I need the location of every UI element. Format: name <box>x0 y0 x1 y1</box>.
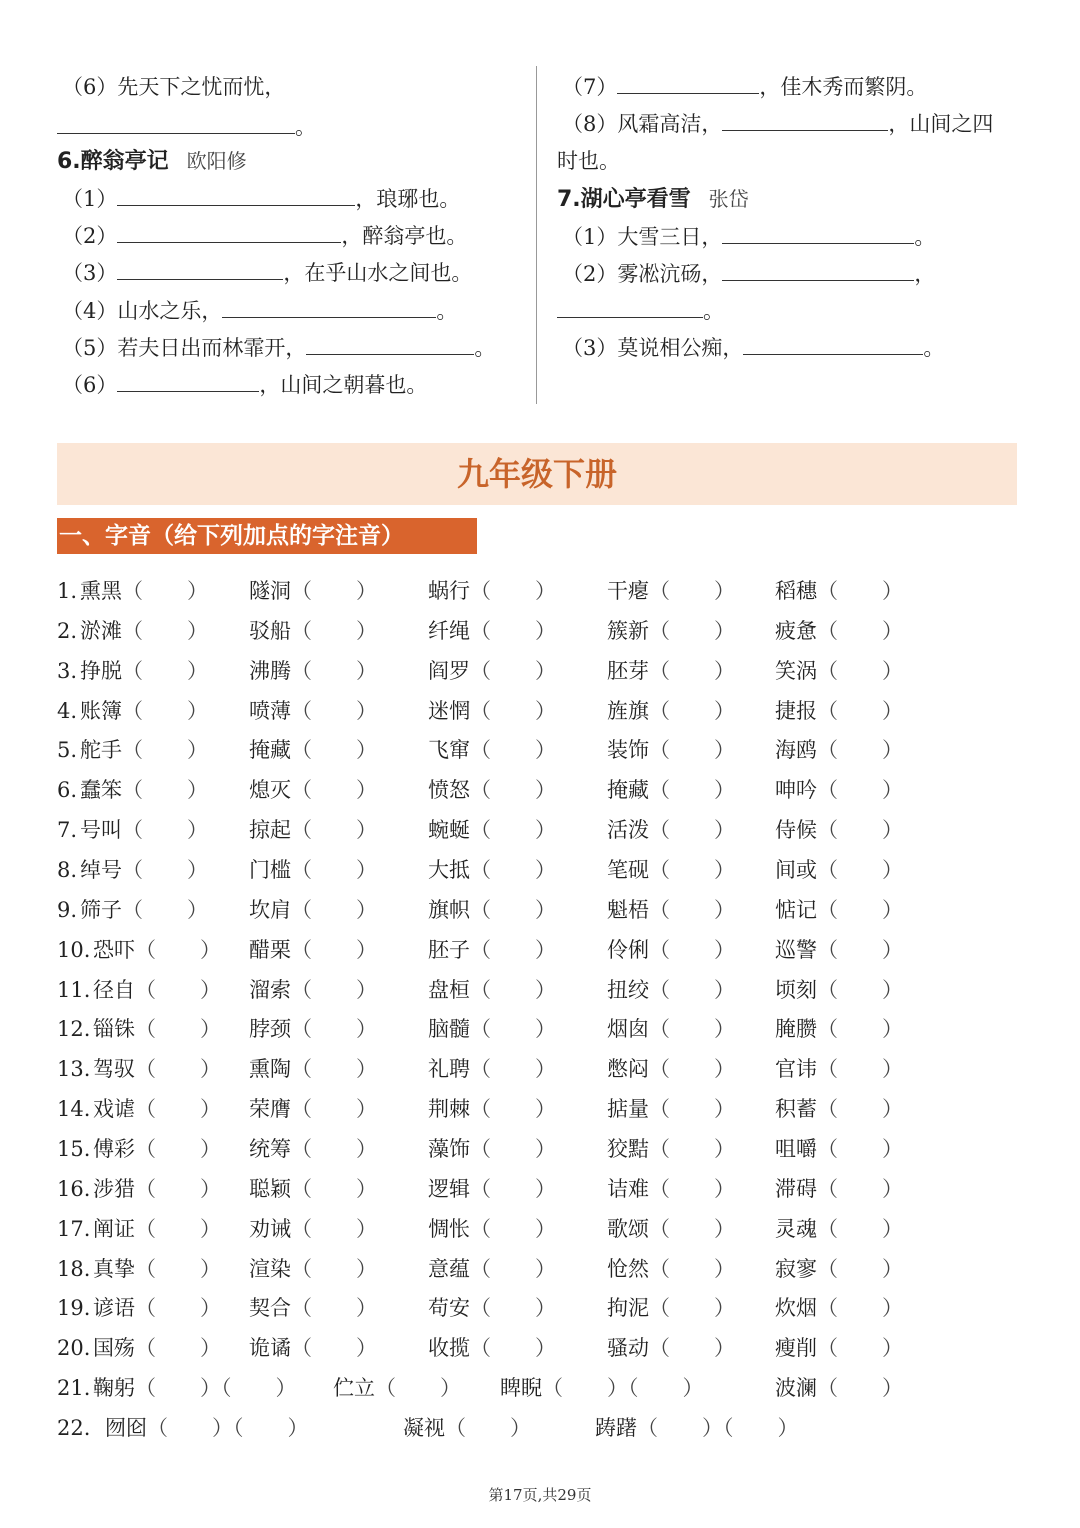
word-item: 憋闷（ ） <box>607 1057 735 1082</box>
section-label-pronunciation: 一、字音（给下列加点的字注音） <box>57 518 477 554</box>
word-item: 掂量（ ） <box>607 1097 735 1122</box>
row-number: 8. <box>57 858 78 882</box>
row-number: 13. <box>57 1057 91 1082</box>
row-number: 14. <box>57 1097 91 1122</box>
word-item: 谚语（ ） <box>93 1296 221 1321</box>
word-text: 契合 <box>249 1296 291 1321</box>
row-number: 12. <box>57 1017 91 1042</box>
s6-line-4: （4）山水之乐， 。 <box>62 299 458 323</box>
word-text: 驾驭 <box>93 1057 135 1082</box>
word-item: 掠起（ ） <box>249 818 377 843</box>
word-item: 捷报（ ） <box>775 698 903 723</box>
word-text: 烟囱 <box>607 1017 649 1042</box>
word-text: 巡警 <box>775 937 817 962</box>
s6-line-2: （2） ，醉翁亭也。 <box>62 224 468 248</box>
word-text: 熏陶 <box>249 1057 291 1082</box>
grade-banner <box>57 443 1017 505</box>
word-item: 装饰（ ） <box>607 738 735 763</box>
word-item: 呻吟（ ） <box>775 778 903 803</box>
word-item: 聪颖（ ） <box>249 1176 377 1201</box>
word-text: 骚动 <box>607 1336 649 1361</box>
word-item: 阐证（ ） <box>93 1216 221 1241</box>
word-item: 脑髓（ ） <box>428 1017 556 1042</box>
word-text: 礼聘 <box>428 1057 470 1082</box>
word-item: 纤绳（ ） <box>428 618 556 643</box>
word-text: 怆然 <box>607 1256 649 1281</box>
word-item: 笔砚（ ） <box>607 858 735 882</box>
word-item: 寂寥（ ） <box>775 1256 903 1281</box>
word-text: 意蕴 <box>428 1256 470 1281</box>
answer-blank[interactable] <box>117 222 341 243</box>
word-text: 傅彩 <box>93 1136 135 1161</box>
word-text: 狡黠 <box>607 1136 649 1161</box>
word-text: 掂量 <box>607 1097 649 1122</box>
word-item: 苟安（ ） <box>428 1296 556 1321</box>
left-continuation-label: （6）先天下之忧而忧， <box>62 75 286 99</box>
s6-line-3: （3） ，在乎山水之间也。 <box>62 261 473 285</box>
word-item: 诡谲（ ） <box>249 1336 377 1361</box>
s7-line-3: （3）莫说相公痴， 。 <box>562 336 945 360</box>
section-6-title: 6.醉翁亭记 <box>57 149 169 174</box>
word-text: 官讳 <box>775 1057 817 1082</box>
word-item: 睥睨（ ）（ ） <box>500 1376 704 1400</box>
word-text: 劝诫 <box>249 1216 291 1241</box>
word-text: 胚芽 <box>607 658 649 683</box>
row-number: 6. <box>57 778 78 803</box>
word-text: 诡谲 <box>249 1336 291 1361</box>
word-item: 魁梧（ ） <box>607 897 735 922</box>
word-item: 醋栗（ ） <box>249 937 377 962</box>
word-text: 旌旗 <box>607 698 649 723</box>
word-text: 积蓄 <box>775 1097 817 1122</box>
row-number: 9. <box>57 897 78 922</box>
word-text: 真挚 <box>93 1256 135 1281</box>
word-text: 溜索 <box>249 977 291 1002</box>
word-item: 恐吓（ ） <box>93 937 221 962</box>
answer-blank[interactable] <box>617 73 759 94</box>
word-item: 隧洞（ ） <box>249 579 377 603</box>
word-text: 间或 <box>775 858 817 882</box>
word-text: 掩藏 <box>249 738 291 763</box>
word-text: 纤绳 <box>428 618 470 643</box>
answer-blank[interactable] <box>557 297 703 318</box>
word-item: 挣脱（ ） <box>80 658 208 683</box>
word-item: 荣膺（ ） <box>249 1097 377 1122</box>
answer-blank[interactable] <box>743 334 923 355</box>
word-item: 脖颈（ ） <box>249 1017 377 1042</box>
section-7-author: 张岱 <box>708 187 749 211</box>
word-text: 顷刻 <box>775 977 817 1002</box>
word-item: 统筹（ ） <box>249 1136 377 1161</box>
word-text: 淤滩 <box>80 618 122 643</box>
row-number: 17. <box>57 1216 91 1241</box>
word-item: 官讳（ ） <box>775 1057 903 1082</box>
word-item: 凝视（ ） <box>403 1416 531 1440</box>
word-text: 荣膺 <box>249 1097 291 1122</box>
word-item: 囫囵（ ）（ ） <box>105 1416 309 1440</box>
word-item: 溜索（ ） <box>249 977 377 1002</box>
word-text: 瘦削 <box>775 1336 817 1361</box>
word-text: 坎肩 <box>249 897 291 922</box>
section-7-heading <box>557 184 749 216</box>
word-item: 海鸥（ ） <box>775 738 903 763</box>
row-number: 10. <box>57 937 91 962</box>
section-6-author: 欧阳修 <box>186 149 247 173</box>
word-item: 咀嚼（ ） <box>775 1136 903 1161</box>
word-item: 戏谑（ ） <box>93 1097 221 1122</box>
word-text: 蠢笨 <box>80 778 122 803</box>
word-item: 簇新（ ） <box>607 618 735 643</box>
answer-blank[interactable] <box>117 371 259 392</box>
answer-blank[interactable] <box>222 297 436 318</box>
word-item: 收揽（ ） <box>428 1336 556 1361</box>
row-number: 15. <box>57 1136 91 1161</box>
word-item: 藻饰（ ） <box>428 1136 556 1161</box>
word-text: 笔砚 <box>607 858 649 882</box>
word-text: 活泼 <box>607 818 649 843</box>
word-item: 锱铢（ ） <box>93 1017 221 1042</box>
word-text: 掩藏 <box>607 778 649 803</box>
word-text: 笑涡 <box>775 658 817 683</box>
word-text: 荆棘 <box>428 1097 470 1122</box>
s5-line-8-cont: 时也。 <box>557 149 620 173</box>
word-text: 扭绞 <box>607 977 649 1002</box>
answer-blank[interactable] <box>117 185 355 206</box>
word-item: 傅彩（ ） <box>93 1136 221 1161</box>
word-item: 淤滩（ ） <box>80 618 208 643</box>
word-item: 熏黑（ ） <box>80 579 208 603</box>
word-item: 荆棘（ ） <box>428 1097 556 1122</box>
word-item: 逻辑（ ） <box>428 1176 556 1201</box>
word-text: 惦记 <box>775 897 817 922</box>
word-item: 积蓄（ ） <box>775 1097 903 1122</box>
word-text: 收揽 <box>428 1336 470 1361</box>
word-item: 蜿蜒（ ） <box>428 818 556 843</box>
word-text: 驳船 <box>249 618 291 643</box>
row-number: 20. <box>57 1336 91 1361</box>
word-item: 扭绞（ ） <box>607 977 735 1002</box>
section-6-heading <box>57 146 247 178</box>
word-text: 愤怒 <box>428 778 470 803</box>
word-item: 灵魂（ ） <box>775 1216 903 1241</box>
word-item: 坎肩（ ） <box>249 897 377 922</box>
s5-line-8: （8）风霜高洁， ，山间之四 <box>562 112 994 136</box>
word-item: 绰号（ ） <box>80 858 208 882</box>
word-text: 憋闷 <box>607 1057 649 1082</box>
banner-title: 九年级下册 <box>456 455 617 493</box>
word-item: 滞碍（ ） <box>775 1176 903 1201</box>
word-item: 稻穗（ ） <box>775 579 903 603</box>
word-item: 筛子（ ） <box>80 897 208 922</box>
word-item: 意蕴（ ） <box>428 1256 556 1281</box>
row-number: 4. <box>57 698 78 723</box>
s7-line-1: （1）大雪三日， 。 <box>562 225 936 249</box>
word-text: 戏谑 <box>93 1097 135 1122</box>
word-text: 沸腾 <box>249 658 291 683</box>
word-text: 喷薄 <box>249 698 291 723</box>
word-item: 喷薄（ ） <box>249 698 377 723</box>
row-number: 21. <box>57 1376 91 1400</box>
word-item: 间或（ ） <box>775 858 903 882</box>
word-text: 干瘪 <box>607 579 649 603</box>
word-text: 诘难 <box>607 1176 649 1201</box>
word-item: 掩藏（ ） <box>607 778 735 803</box>
word-item: 诘难（ ） <box>607 1176 735 1201</box>
word-text: 聪颖 <box>249 1176 291 1201</box>
word-item: 活泼（ ） <box>607 818 735 843</box>
word-text: 歌颂 <box>607 1216 649 1241</box>
word-text: 绰号 <box>80 858 122 882</box>
word-text: 熏黑 <box>80 579 122 603</box>
word-text: 装饰 <box>607 738 649 763</box>
word-text: 阐证 <box>93 1216 135 1241</box>
word-item: 疲惫（ ） <box>775 618 903 643</box>
word-text: 账簿 <box>80 698 122 723</box>
word-text: 疲惫 <box>775 618 817 643</box>
answer-blank[interactable] <box>57 113 295 134</box>
word-item: 旌旗（ ） <box>607 698 735 723</box>
s7-line-2-cont: 。 <box>557 296 724 326</box>
word-text: 滞碍 <box>775 1176 817 1201</box>
word-item: 骚动（ ） <box>607 1336 735 1361</box>
word-item: 涉猎（ ） <box>93 1176 221 1201</box>
s5-line-7: （7） ，佳木秀而繁阴。 <box>562 75 928 99</box>
word-text: 旗帜 <box>428 897 470 922</box>
row-number: 5. <box>57 738 78 763</box>
word-item: 狡黠（ ） <box>607 1136 735 1161</box>
word-item: 胚子（ ） <box>428 937 556 962</box>
word-text: 渲染 <box>249 1256 291 1281</box>
word-item: 波澜（ ） <box>775 1376 903 1400</box>
row-number: 1. <box>57 579 78 603</box>
word-item: 大抵（ ） <box>428 858 556 882</box>
word-text: 寂寥 <box>775 1256 817 1281</box>
word-text: 掠起 <box>249 818 291 843</box>
word-item: 伶俐（ ） <box>607 937 735 962</box>
word-text: 簇新 <box>607 618 649 643</box>
word-item: 驾驭（ ） <box>93 1057 221 1082</box>
word-text: 脑髓 <box>428 1017 470 1042</box>
word-item: 惆怅（ ） <box>428 1216 556 1241</box>
word-item: 顷刻（ ） <box>775 977 903 1002</box>
word-text: 大抵 <box>428 858 470 882</box>
word-item: 干瘪（ ） <box>607 579 735 603</box>
row-number: 19. <box>57 1296 91 1321</box>
word-item: 真挚（ ） <box>93 1256 221 1281</box>
word-text: 伶俐 <box>607 937 649 962</box>
word-item: 烟囱（ ） <box>607 1017 735 1042</box>
word-item: 账簿（ ） <box>80 698 208 723</box>
word-text: 胚子 <box>428 937 470 962</box>
s6-line-5: （5）若夫日出而林霏开， 。 <box>62 336 496 360</box>
word-item: 门槛（ ） <box>249 858 377 882</box>
word-text: 熄灭 <box>249 778 291 803</box>
s6-line-6: （6） ，山间之朝暮也。 <box>62 373 428 397</box>
word-item: 侍候（ ） <box>775 818 903 843</box>
word-item: 旗帜（ ） <box>428 897 556 922</box>
word-text: 脖颈 <box>249 1017 291 1042</box>
word-item: 沸腾（ ） <box>249 658 377 683</box>
word-item: 劝诫（ ） <box>249 1216 377 1241</box>
word-item: 蜗行（ ） <box>428 579 556 603</box>
word-text: 咀嚼 <box>775 1136 817 1161</box>
word-text: 藻饰 <box>428 1136 470 1161</box>
word-text: 舵手 <box>80 738 122 763</box>
word-text: 号叫 <box>80 818 122 843</box>
row-number: 2. <box>57 618 78 643</box>
word-item: 巡警（ ） <box>775 937 903 962</box>
word-item: 瘦削（ ） <box>775 1336 903 1361</box>
word-text: 门槛 <box>249 858 291 882</box>
word-text: 盘桓 <box>428 977 470 1002</box>
word-text: 恐吓 <box>93 937 135 962</box>
word-item: 掩藏（ ） <box>249 738 377 763</box>
word-item: 踌躇（ ）（ ） <box>595 1416 799 1440</box>
word-text: 惆怅 <box>428 1216 470 1241</box>
word-text: 隧洞 <box>249 579 291 603</box>
s7-line-2: （2）雾凇沆砀， ， <box>562 262 936 286</box>
word-text: 腌臜 <box>775 1017 817 1042</box>
word-item: 熏陶（ ） <box>249 1057 377 1082</box>
word-text: 径自 <box>93 977 135 1002</box>
word-item: 歌颂（ ） <box>607 1216 735 1241</box>
row-number: 22. <box>57 1416 91 1440</box>
word-text: 捷报 <box>775 698 817 723</box>
answer-blank[interactable] <box>117 259 283 280</box>
word-item: 契合（ ） <box>249 1296 377 1321</box>
word-item: 舵手（ ） <box>80 738 208 763</box>
row-number: 3. <box>57 658 78 683</box>
word-text: 阎罗 <box>428 658 470 683</box>
word-text: 苟安 <box>428 1296 470 1321</box>
word-item: 炊烟（ ） <box>775 1296 903 1321</box>
word-text: 统筹 <box>249 1136 291 1161</box>
word-item: 拘泥（ ） <box>607 1296 735 1321</box>
word-text: 醋栗 <box>249 937 291 962</box>
word-text: 国殇 <box>93 1336 135 1361</box>
word-text: 拘泥 <box>607 1296 649 1321</box>
word-text: 魁梧 <box>607 897 649 922</box>
word-item: 笑涡（ ） <box>775 658 903 683</box>
s6-line-1: （1） ，琅琊也。 <box>62 187 461 211</box>
word-item: 鞠躬（ ）（ ） <box>93 1376 297 1400</box>
word-item: 盘桓（ ） <box>428 977 556 1002</box>
word-item: 怆然（ ） <box>607 1256 735 1281</box>
word-item: 阎罗（ ） <box>428 658 556 683</box>
section-7-title: 7.湖心亭看雪 <box>557 187 691 212</box>
word-text: 筛子 <box>80 897 122 922</box>
word-item: 愤怒（ ） <box>428 778 556 803</box>
word-item: 飞窜（ ） <box>428 738 556 763</box>
word-item: 蠢笨（ ） <box>80 778 208 803</box>
row-number: 18. <box>57 1256 91 1281</box>
word-item: 惦记（ ） <box>775 897 903 922</box>
word-text: 炊烟 <box>775 1296 817 1321</box>
left-continuation-answer: 。 <box>57 112 316 142</box>
word-text: 稻穗 <box>775 579 817 603</box>
word-item: 径自（ ） <box>93 977 221 1002</box>
word-item: 胚芽（ ） <box>607 658 735 683</box>
word-text: 灵魂 <box>775 1216 817 1241</box>
word-text: 谚语 <box>93 1296 135 1321</box>
word-item: 伫立（ ） <box>333 1376 461 1400</box>
word-item: 迷惘（ ） <box>428 698 556 723</box>
word-text: 蜗行 <box>428 579 470 603</box>
word-item: 驳船（ ） <box>249 618 377 643</box>
word-text: 锱铢 <box>93 1017 135 1042</box>
page-footer: 第17页,共29页 <box>488 1486 592 1504</box>
answer-blank[interactable] <box>722 110 888 131</box>
row-number: 16. <box>57 1176 91 1201</box>
word-text: 挣脱 <box>80 658 122 683</box>
answer-blank[interactable] <box>306 334 474 355</box>
word-item: 腌臜（ ） <box>775 1017 903 1042</box>
word-text: 飞窜 <box>428 738 470 763</box>
word-item: 号叫（ ） <box>80 818 208 843</box>
word-item: 礼聘（ ） <box>428 1057 556 1082</box>
word-item: 国殇（ ） <box>93 1336 221 1361</box>
answer-blank[interactable] <box>722 260 914 281</box>
word-text: 涉猎 <box>93 1176 135 1201</box>
word-item: 熄灭（ ） <box>249 778 377 803</box>
column-divider <box>536 66 537 404</box>
row-number: 7. <box>57 818 78 843</box>
word-item: 渲染（ ） <box>249 1256 377 1281</box>
word-text: 迷惘 <box>428 698 470 723</box>
row-number: 11. <box>57 977 91 1002</box>
word-text: 侍候 <box>775 818 817 843</box>
word-text: 呻吟 <box>775 778 817 803</box>
word-text: 逻辑 <box>428 1176 470 1201</box>
word-text: 海鸥 <box>775 738 817 763</box>
word-text: 蜿蜒 <box>428 818 470 843</box>
answer-blank[interactable] <box>722 223 914 244</box>
